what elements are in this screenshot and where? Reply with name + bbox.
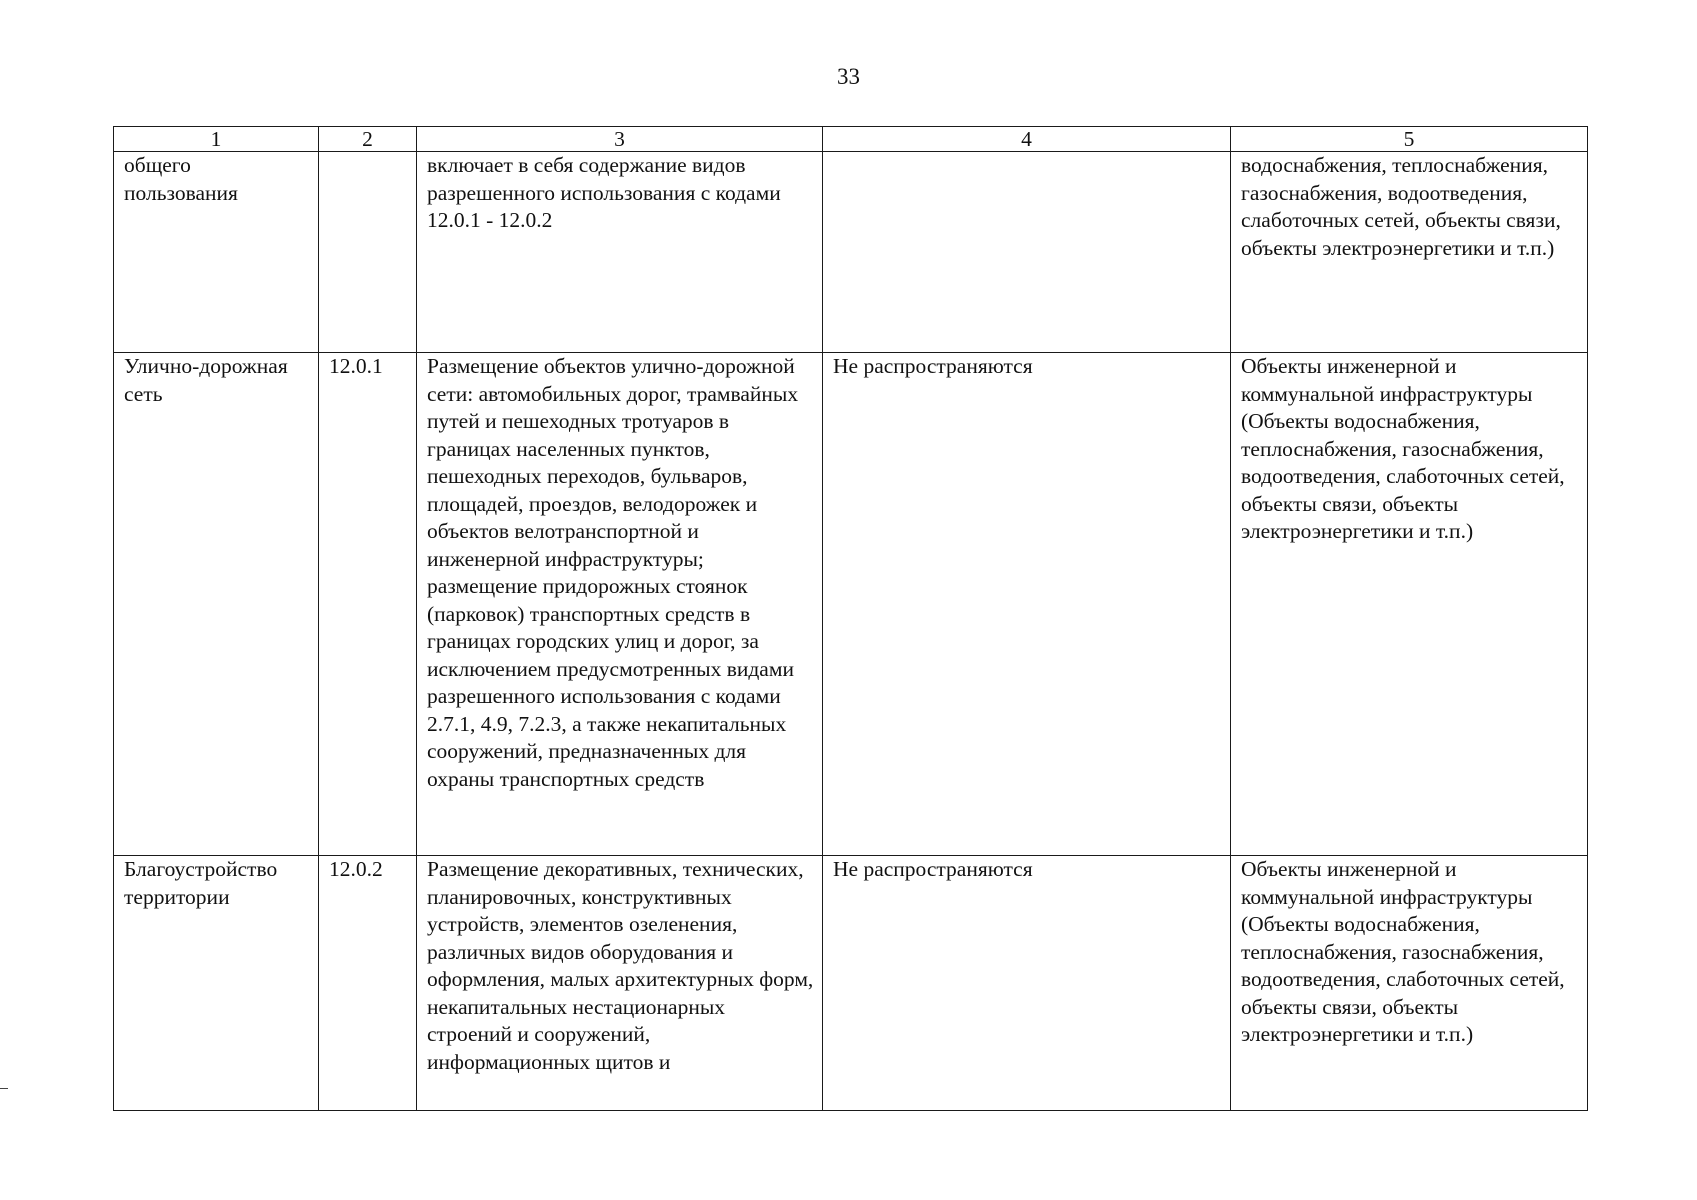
land-use-table: [113, 126, 1588, 1111]
use-name-cell: Улично-дорожная сеть: [114, 353, 319, 856]
table-row: [114, 152, 1588, 353]
use-code-cell: 12.0.2: [319, 856, 417, 1111]
description-cell: [417, 353, 823, 856]
table-row: [114, 353, 1588, 856]
header-col-4: 4: [823, 127, 1231, 152]
description-cell: включает в себя содержание видов разрешенного использования с кодами 12.0.1 - 12.0.2: [417, 152, 823, 353]
header-col-3: 3: [417, 127, 823, 152]
page-number: 33: [837, 64, 860, 89]
objects-cell: Объекты инженерной и коммунальной инфраструктуры (Объекты водоснабжения, теплоснабжения, газоснабжения, водоотведения, слаботочных сетей, объекты связи, объекты электроэнергетики и т.п.): [1231, 353, 1588, 856]
use-code-cell: [319, 152, 417, 353]
restrictions-cell: Не распространяются: [823, 353, 1231, 856]
table-row: [114, 856, 1588, 1111]
header-col-5: 5: [1231, 127, 1588, 152]
use-name-cell: Благоустройство территории: [114, 856, 319, 1111]
objects-cell: водоснабжения, теплоснабжения, газоснабжения, водоотведения, слаботочных сетей, объекты связи, объекты электроэнергетики и т.п.): [1231, 152, 1588, 353]
description-paragraph: Размещение объектов улично-дорожной сети: автомобильных дорог, трамвайных путей и пешеходных тротуаров в границах населенных пунктов, пешеходных переходов, бульваров, площадей, проездов, велодорожек и объектов велотранспортной и инженерной инфраструктуры;: [427, 354, 799, 571]
use-code-cell: 12.0.1: [319, 353, 417, 856]
description-cell: Размещение декоративных, технических, планировочных, конструктивных устройств, элементов озеленения, различных видов оборудования и оформления, малых архитектурных форм, некапитальных нестационарных строений и сооружений, информационных щитов и: [417, 856, 823, 1111]
restrictions-cell: Не распространяются: [823, 856, 1231, 1111]
objects-cell: Объекты инженерной и коммунальной инфраструктуры (Объекты водоснабжения, теплоснабжения, газоснабжения, водоотведения, слаботочных сетей, объекты связи, объекты электроэнергетики и т.п.): [1231, 856, 1588, 1111]
header-col-1: 1: [114, 127, 319, 152]
header-row: [114, 127, 1588, 152]
restrictions-cell: [823, 152, 1231, 353]
description-paragraph: размещение придорожных стоянок (парковок) транспортных средств в границах городских улиц и дорог, за исключением предусмотренных видами разрешенного использования с кодами 2.7.1, 4.9, 7.2.3, а также некапитальных сооружений, предназначенных для охраны транспортных средств: [427, 574, 794, 791]
header-col-2: 2: [319, 127, 417, 152]
scan-margin-mark: [0, 1088, 8, 1089]
use-name-cell: общего пользования: [114, 152, 319, 353]
